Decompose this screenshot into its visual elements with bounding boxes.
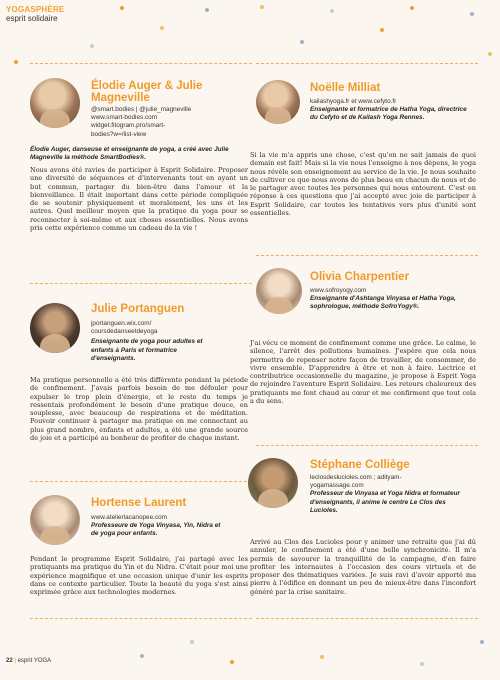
portrait-hortense <box>30 495 80 545</box>
profile-role: Enseignante et formatrice de Hatha Yoga, directrice du Cefyto et de Kailash Yoga Rennes. <box>310 106 467 122</box>
confetti-dot <box>410 6 414 10</box>
page-number: 22 <box>6 658 13 664</box>
profile-role: Enseignante d'Ashtanga Vinyasa et Hatha Yoga, sophrologue, méthode SofroYogy®. <box>310 295 456 311</box>
profile-links <box>310 287 470 312</box>
profile-links <box>310 474 475 515</box>
confetti-dot <box>320 655 324 659</box>
confetti-dot <box>140 654 144 658</box>
divider <box>256 445 478 446</box>
divider <box>256 618 478 619</box>
profile-role: Professeur de Vinyasa et Yoga Nidra et formateur d'enseignants, il anime le centre Le Clos des Lucioles. <box>310 490 460 514</box>
portrait-olivia <box>256 268 302 314</box>
link-website[interactable]: www.smart-bodies.com <box>91 114 158 122</box>
profile-role: Enseignante de yoga pour adultes et enfants à Paris et formatrice d'enseignants. <box>91 338 203 362</box>
divider <box>30 283 252 284</box>
profile-links <box>91 106 246 139</box>
profile-text: J'ai vécu ce moment de confinement comme une grâce. Le calme, le silence, l'arrêt des pollutions humaines. J'espère que cela nous permettra de repenser notre façon de travailler, de consommer, de vivre ensemble. D'apprendre à être et non à faire. Lectrice et contributrice occasionnelle du magazine, je propose à Esprit Yoga de rejoindre l'aventure Esprit Solidaire. Les retours chaleureux des pratiquants me font chaud au cœur et me confirment que tout cela a du sens. <box>250 339 476 405</box>
profile-text: Nous avons été ravies de participer à Esprit Solidaire. Proposer une diversité de séquences et d'intervenants tout en ayant un but commun, partager du bien-être dans l'amour et la bienveillance. Il était important dans cette période compliquée de se soutenir physiquement et moralement, les uns et les autres. Quel meilleur moyen que la pratique du yoga pour se reconnecter à soi-même et aux choses essentielles. Nous avons pris cette expérience comme un cadeau de la vie ! <box>30 166 248 232</box>
divider <box>30 63 252 64</box>
magazine-section-brand: YOGASPHÈRE <box>6 5 65 14</box>
section-title: esprit solidaire <box>6 14 58 23</box>
portrait-noelle <box>256 80 300 124</box>
profile-links <box>310 98 475 123</box>
divider <box>30 618 252 619</box>
portrait-julie <box>30 303 80 353</box>
portrait-elodie-julie <box>30 78 80 128</box>
link-website-2[interactable]: yogamassage.com <box>310 482 364 490</box>
divider <box>256 255 478 256</box>
confetti-dot <box>330 9 334 13</box>
link-instagram[interactable]: @smart.bodies | @julie_magneville <box>91 106 192 113</box>
confetti-dot <box>190 640 194 644</box>
profile-name: Olivia Charpentier <box>310 271 410 283</box>
link-widget-cont: bodies?w=/list-view <box>91 130 147 138</box>
link-website-cont: coursdedanseetdeyoga <box>91 328 158 336</box>
portrait-stephane <box>248 458 298 508</box>
confetti-dot <box>380 28 384 32</box>
profile-text: Pendant le programme Esprit Solidaire, j'ai partagé avec les pratiquants ma pratique du Yin et du Nidra. C'était pour moi une expérience magnifique et une occasion unique d'unir les esprits dans ce contexte particulier. Toute la beauté du yoga s'est ainsi exprimée grâce aux technologies modernes. <box>30 555 248 596</box>
link-website[interactable]: jportanguen.wix.com/ <box>91 320 152 327</box>
confetti-dot <box>205 8 209 12</box>
confetti-dot <box>230 660 234 664</box>
confetti-dot <box>488 52 492 56</box>
link-website[interactable]: leclosdeslucioles.com ; adityam- <box>310 474 402 481</box>
profile-text: Si la vie m'a appris une chose, c'est qu'on ne sait jamais de quoi demain est fait! Mais si la vie nous l'enseigne à nos dépens, le yoga nous révèle son enseignement au service de la vie. Je nous souhaite de cultiver ce que nous avons de plus beau en chacun de nous et de le partager avec toutes les personnes qui nous entourent. C'est en réponse à ces questions que j'ai accepté avec joie de participer à Esprit Solidaire, car toutes les tentatives vers plus d'unité sont essentielles. <box>250 151 476 217</box>
profile-links <box>91 514 241 539</box>
profile-intro: Élodie Auger, danseuse et enseignante de yoga, a créé avec Julie Magneville la méthode SmartBodies®. <box>30 146 229 162</box>
confetti-dot <box>260 5 264 9</box>
page-footer: 22 | esprit YOGA <box>6 658 52 664</box>
confetti-dot <box>90 44 94 48</box>
profile-text: Arrivé au Clos des Lucioles pour y animer une retraite que j'ai dû annuler, le confinement a été d'une belle synchronicité. Il m'a permis de savourer la tranquillité de la campagne, d'en faire profiter les internautes à l'occasion des cours virtuels et de proposer des thématiques variées. Je suis ravi d'avoir apporté ma pierre à l'édifice en donnant un peu de mieux-être dans l'inconfort généré par la crise sanitaire. <box>250 538 476 596</box>
profile-name: Hortense Laurent <box>91 497 187 509</box>
magazine-name: esprit YOGA <box>17 658 52 664</box>
confetti-dot <box>470 12 474 16</box>
link-widget[interactable]: widget.fitogram.pro/smart- <box>91 122 166 130</box>
profile-name: Stéphane Colliège <box>310 459 410 471</box>
link-website[interactable]: www.atelierlacanopee.com <box>91 514 168 521</box>
confetti-dot <box>160 26 164 30</box>
profile-links <box>91 320 241 363</box>
link-website[interactable]: kailashyoga.fr et www.cefyto.fr <box>310 98 397 105</box>
confetti-dot <box>480 640 484 644</box>
confetti-dot <box>300 40 304 44</box>
profile-name: Noëlle Milliat <box>310 82 381 94</box>
profile-name: Julie Portanguen <box>91 303 185 315</box>
confetti-dot <box>14 60 18 64</box>
profile-role: Professeure de Yoga Vinyasa, Yin, Nidra et de yoga pour enfants. <box>91 522 221 538</box>
divider <box>30 481 252 482</box>
confetti-dot <box>120 6 124 10</box>
divider <box>256 63 478 64</box>
page-header <box>6 6 64 23</box>
profile-name: Élodie Auger & Julie Magneville <box>91 80 203 104</box>
confetti-dot <box>420 662 424 666</box>
profile-text: Ma pratique personnelle a été très différente pendant la période de confinement. J'avais parfois besoin de me défouler pour expulser le trop plein d'énergie, et le reste du temps je ressentais profondément le besoin d'une pratique douce, en souplesse, avec beaucoup de respirations et de méditation. Pouvoir continuer à partager ma pratique en me connectant au plus grand nombre, enfants et adultes, a été une grande source de joie et a participé au bonheur de profiter de chaque instant. <box>30 376 248 442</box>
link-website[interactable]: www.sofroyogy.com <box>310 287 367 294</box>
